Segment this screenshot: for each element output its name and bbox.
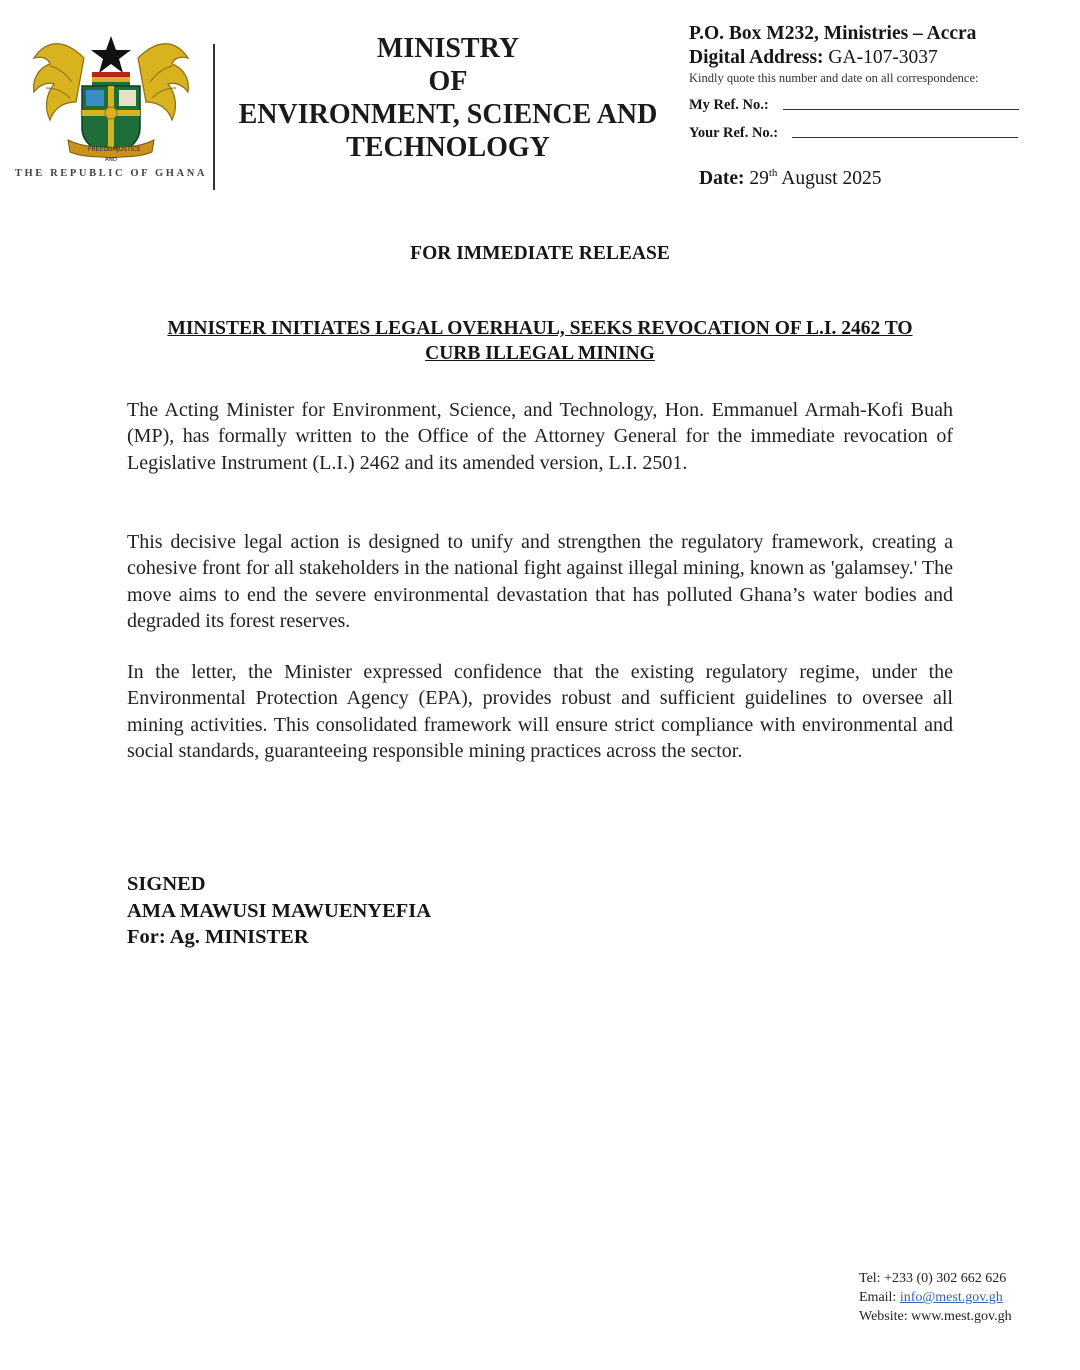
date-month-year: August 2025 [781, 168, 882, 189]
body-paragraph-2: This decisive legal action is designed to unify and strengthen the regulatory framework, creating a cohesive front for all stakeholders in the national fight against illegal mining, known as 'galamsey.' The move aims to end the severe environmental devastation that has polluted Ghana’s water bodies and degraded its forest reserves. [127, 531, 953, 633]
footer-email-label: Email: [859, 1290, 897, 1305]
footer-tel: Tel: +233 (0) 302 662 626 [859, 1271, 1007, 1286]
headline-line-1: MINISTER INITIATES LEGAL OVERHAUL, SEEKS REVOCATION OF L.I. 2462 TO [167, 318, 913, 339]
release-label: FOR IMMEDIATE RELEASE [410, 243, 670, 264]
my-ref-row [689, 86, 1039, 114]
your-ref-label: Your Ref. No.: [689, 125, 779, 141]
ministry-title-line-2: OF [428, 66, 468, 97]
scroll-word-and: AND [105, 157, 118, 163]
quote-note: Kindly quote this number and date on all correspondence: [689, 71, 979, 85]
po-box-address: P.O. Box M232, Ministries – Accra [689, 23, 977, 44]
ministry-title-line-1: MINISTRY [376, 33, 520, 64]
headline-line-2: CURB ILLEGAL MINING [425, 343, 655, 364]
body-paragraph-1: The Acting Minister for Environment, Science, and Technology, Hon. Emmanuel Armah-Kofi Buah (MP), has formally written to the Office of the Attorney General for the immediate revocation of Legislative Instrument (L.I.) 2462 and its amended version, L.I. 2501. [127, 399, 953, 474]
body-paragraph-3: In the letter, the Minister expressed confidence that the existing regulatory regime, under the Environmental Protection Agency (EPA), provides robust and sufficient guidelines to oversee all mining activities. This consolidated framework will ensure strict compliance with environmental and social standards, guaranteeing responsible mining practices across the sector. [127, 661, 953, 763]
footer-email-row [859, 1288, 1012, 1307]
your-ref-row [689, 114, 1039, 142]
letter-date [699, 168, 881, 190]
date-label: Date: [699, 168, 745, 189]
date-day: 29 [749, 168, 769, 189]
digital-address-label: Digital Address: [689, 47, 824, 68]
footer-contact [859, 1269, 1012, 1326]
contact-block [689, 22, 1039, 142]
scroll-word-justice: JUSTICE [117, 146, 141, 153]
ministry-title-line-3: ENVIRONMENT, SCIENCE AND [238, 99, 658, 130]
press-release-headline [110, 316, 970, 366]
signatory-name: AMA MAWUSI MAWUENYEFIA [127, 899, 432, 922]
ministry-title [232, 32, 664, 164]
scroll-word-freedom: FREEDOM [88, 146, 118, 153]
my-ref-blank-line [783, 109, 1019, 110]
footer-email-link[interactable]: info@mest.gov.gh [899, 1290, 1003, 1305]
ministry-title-line-4: TECHNOLOGY [346, 132, 550, 163]
coat-of-arms-caption: THE REPUBLIC OF GHANA [14, 168, 208, 179]
header-divider [213, 44, 215, 190]
digital-address [689, 46, 1039, 70]
my-ref-label: My Ref. No.: [689, 97, 769, 113]
signature-block [127, 871, 431, 951]
coat-of-arms [14, 28, 208, 188]
signed-label: SIGNED [127, 873, 206, 895]
signatory-role: For: Ag. MINISTER [127, 926, 309, 948]
your-ref-blank-line [792, 137, 1018, 138]
date-day-suffix: th [768, 167, 778, 179]
digital-address-value: GA-107-3037 [828, 47, 938, 68]
coat-of-arms-emblem [24, 28, 198, 164]
footer-website: Website: www.mest.gov.gh [859, 1309, 1012, 1324]
